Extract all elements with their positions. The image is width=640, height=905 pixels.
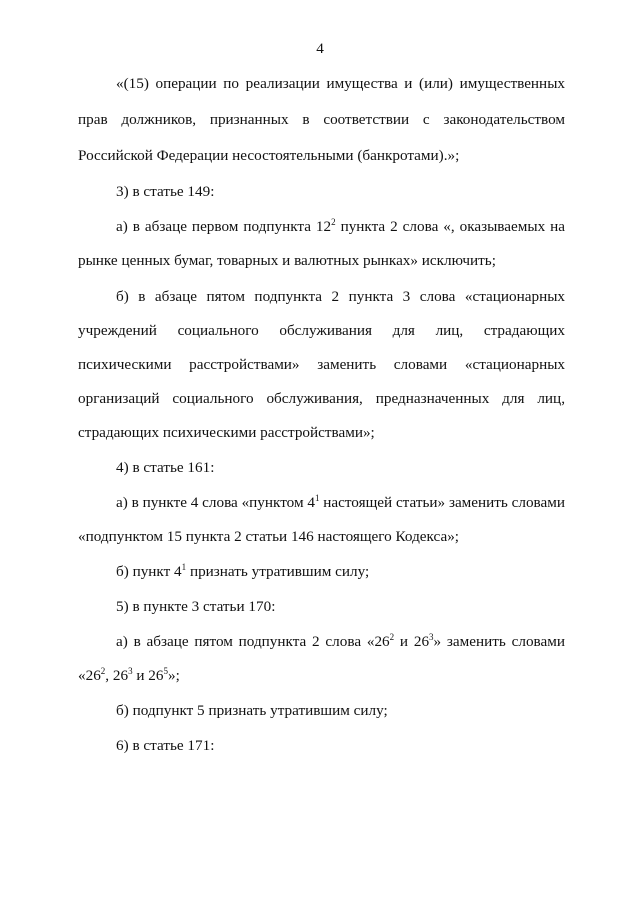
text-line: организаций социального обслуживания, предназначенных для лиц,: [78, 390, 565, 407]
text-line: б) подпункт 5 признать утратившим силу;: [116, 702, 388, 719]
text-line: прав должников, признанных в соответствии с законодательством: [78, 111, 565, 128]
page-number: 4: [316, 40, 324, 57]
text-line: а) в абзаце пятом подпункта 2 слова «$26^2$ и $26^3$» заменить словами: [116, 632, 565, 650]
text-line: б) пункт $4^1$ признать утратившим силу;: [116, 562, 370, 580]
text-line: Российской Федерации несостоятельными (банкротами).»;: [78, 147, 460, 164]
text-line: страдающих психическими расстройствами»;: [78, 424, 375, 441]
text-line: 3) в статье 149:: [116, 183, 215, 200]
text-line: а) в абзаце первом подпункта $12^2$ пункта 2 слова «, оказываемых на: [116, 217, 566, 235]
text-line: учреждений социального обслуживания для лиц, страдающих: [78, 322, 565, 339]
text-line: а) в пункте 4 слова «пунктом $4^1$ настоящей статьи» заменить словами: [116, 493, 566, 511]
text-line: 6) в статье 171:: [116, 737, 215, 754]
text-line: б) в абзаце пятом подпункта 2 пункта 3 слова «стационарных: [116, 288, 565, 305]
text-line: 5) в пункте 3 статьи 170:: [116, 598, 276, 615]
text-line: «подпунктом 15 пункта 2 статьи 146 настоящего Кодекса»;: [78, 528, 460, 545]
text-line: «(15) операции по реализации имущества и (или) имущественных: [116, 75, 565, 92]
text-line: 4) в статье 161:: [116, 459, 215, 476]
text-line: рынке ценных бумаг, товарных и валютных рынках» исключить;: [78, 252, 496, 269]
text-line: «$26^2$, $26^3$ и $26^5$»;: [78, 666, 180, 684]
text-line: психическими расстройствами» заменить словами «стационарных: [78, 356, 565, 373]
